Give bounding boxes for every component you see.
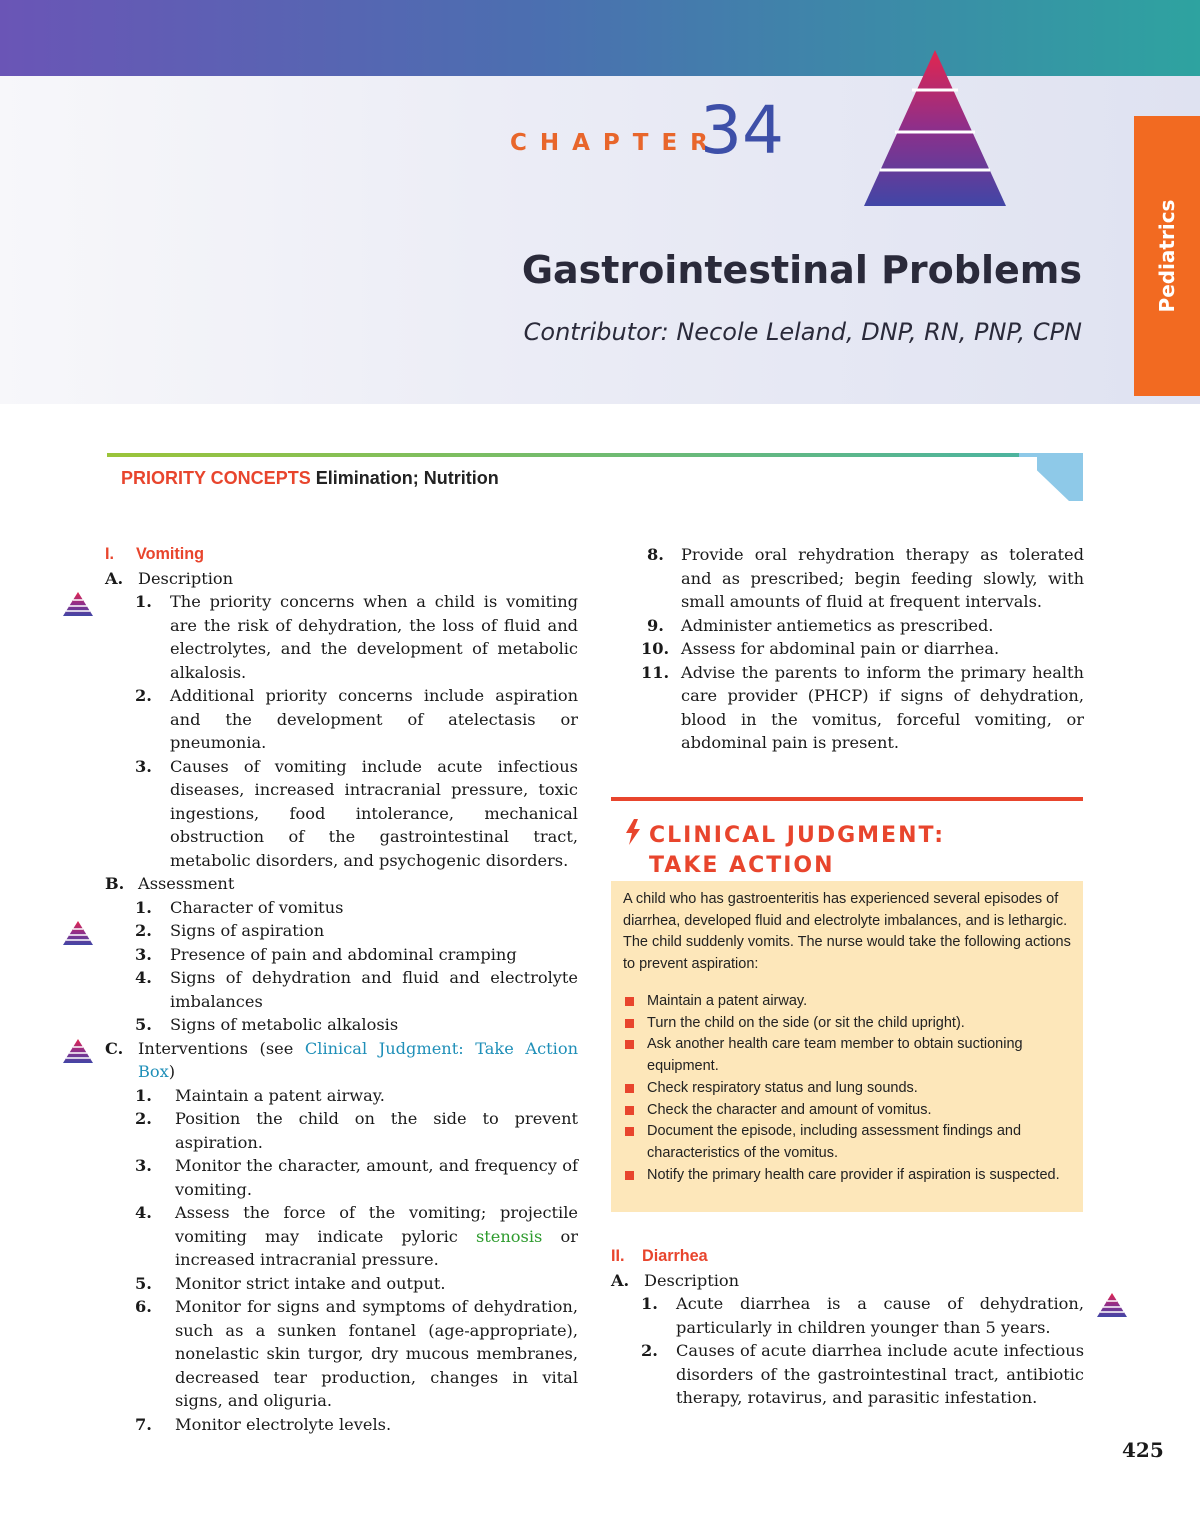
item-text-part: Assess the force of the vomiting; projectile vomiting may indicate pyloric: [175, 1203, 578, 1246]
item-text-part: or increased intracranial pressure.: [175, 1226, 578, 1269]
glossary-term-link[interactable]: stenosis: [475, 1226, 543, 1246]
section-title: Diarrhea: [642, 1247, 708, 1265]
item-number: 2.: [135, 921, 152, 940]
item-text: Acute diarrhea is a cause of dehydration, particularly in children younger than 5 years.: [676, 1294, 1084, 1337]
chapter-header-background: [0, 76, 1200, 404]
action-text: Turn the child on the side (or sit the child upright).: [647, 1014, 965, 1031]
list-item: [611, 1339, 1084, 1410]
priority-value: Elimination; Nutrition: [315, 468, 499, 488]
list-item: [105, 1413, 578, 1437]
item-text: Causes of vomiting include acute infectious diseases, increased intracranial pressure, toxic ingestions, food intolerance, mechanical obstruction of the gastrointestinal tract, metabolic disorders, and psychogenic disorders.: [170, 756, 578, 870]
subheading-letter: B.: [105, 874, 125, 893]
item-number: 2.: [641, 1341, 658, 1360]
item-number: 3.: [135, 1156, 152, 1175]
list-item: [105, 590, 578, 684]
list-item: [105, 896, 578, 920]
item-text: Signs of aspiration: [170, 921, 325, 940]
item-text: Presence of pain and abdominal cramping: [170, 944, 517, 964]
list-item: [611, 614, 1084, 638]
item-number: 8.: [647, 545, 664, 564]
list-item: [105, 1272, 578, 1296]
item-number: 7.: [135, 1414, 152, 1434]
item-text: Additional priority concerns include aspiration and the development of atelectasis or pneumonia.: [170, 686, 578, 752]
square-bullet-icon: [625, 997, 634, 1006]
item-text: Administer antiemetics as prescribed.: [681, 615, 994, 635]
item-text: Monitor strict intake and output.: [175, 1273, 446, 1293]
box-intro: A child who has gastroenteritis has experienced several episodes of diarrhea, developed fluid and electrolyte imbalances, and is lethargic. The child suddenly vomits. The nurse would take the following actions to prevent aspiration:: [623, 891, 1071, 973]
item-number: 2.: [135, 686, 152, 705]
priority-text: [121, 468, 499, 489]
action-item: [623, 991, 1073, 1013]
section-number: II.: [611, 1247, 625, 1265]
item-text: Maintain a patent airway.: [175, 1085, 385, 1105]
item-number: 5.: [135, 1273, 152, 1293]
item-text: Causes of acute diarrhea include acute infectious disorders of the gastrointestinal tract, antibiotic therapy, rotavirus, and parasitic infestation.: [676, 1341, 1084, 1407]
square-bullet-icon: [625, 1106, 634, 1115]
list-item: [105, 943, 578, 967]
item-number: 2.: [135, 1109, 152, 1128]
item-text: Advise the parents to inform the primary health care provider (PHCP) if signs of dehydration, blood in the vomitus, forceful vomiting, or abdominal pain is present.: [681, 662, 1084, 752]
list-item: [105, 1154, 578, 1201]
box-title: CLINICAL JUDGMENT: TAKE ACTION: [649, 823, 946, 878]
action-item: [623, 1100, 1073, 1122]
box-body: [611, 881, 1083, 1212]
action-item: [623, 1013, 1073, 1035]
item-text: Signs of dehydration and fluid and electrolyte imbalances: [170, 968, 578, 1011]
list-item: [611, 1292, 1084, 1339]
action-text: Check the character and amount of vomitus.: [647, 1101, 932, 1118]
item-number: 11.: [641, 662, 670, 682]
square-bullet-icon: [625, 1084, 634, 1093]
square-bullet-icon: [625, 1019, 634, 1028]
clinical-judgment-box: [611, 797, 1083, 1212]
square-bullet-icon: [625, 1171, 634, 1180]
subheading-interventions: [105, 1037, 578, 1084]
banner-fold-icon: [1023, 457, 1083, 501]
action-text: Check respiratory status and lung sounds.: [647, 1079, 918, 1096]
action-text: Notify the primary health care provider if aspiration is suspected.: [647, 1166, 1060, 1183]
interventions-title-close: ): [168, 1062, 176, 1081]
subheading-title: Assessment: [138, 874, 235, 893]
item-number: 1.: [135, 897, 152, 917]
priority-label: PRIORITY CONCEPTS: [121, 468, 311, 488]
priority-pyramid-icon: [1096, 1292, 1128, 1318]
subheading-title: Description: [644, 1270, 740, 1290]
item-number: 5.: [135, 1015, 152, 1034]
action-item: [623, 1121, 1073, 1164]
priority-pyramid-icon: [62, 1038, 94, 1064]
list-item: [105, 919, 578, 943]
square-bullet-icon: [625, 1040, 634, 1049]
action-text: Maintain a patent airway.: [647, 993, 808, 1009]
list-item: [105, 684, 578, 755]
page-number: 425: [1122, 1438, 1164, 1462]
action-text: Ask another health care team member to obtain suctioning equipment.: [647, 1036, 1023, 1075]
page-title: Gastrointestinal Problems: [521, 248, 1082, 292]
list-item: [105, 1295, 578, 1413]
right-column: [611, 543, 1084, 755]
item-text: Character of vomitus: [170, 897, 344, 917]
item-text: Provide oral rehydration therapy as tolerated and as prescribed; begin feeding slowly, with small amounts of fluid at frequent intervals.: [681, 545, 1084, 611]
list-item: [105, 755, 578, 873]
item-text: Assess for abdominal pain or diarrhea.: [681, 639, 1000, 658]
chapter-pyramid-icon: [862, 48, 1008, 208]
item-number: 9.: [647, 615, 664, 635]
subheading-description: [611, 1269, 1084, 1293]
list-item: [611, 661, 1084, 755]
item-number: 4.: [135, 1203, 152, 1222]
subheading-letter: A.: [611, 1270, 630, 1290]
item-text: Monitor the character, amount, and frequency of vomiting.: [175, 1156, 578, 1199]
item-number: 1.: [135, 1085, 152, 1105]
left-column: [105, 543, 578, 1436]
section-heading-vomiting: [105, 543, 578, 567]
list-item: [105, 1013, 578, 1037]
subheading-letter: C.: [105, 1038, 124, 1058]
item-number: 3.: [135, 756, 152, 776]
action-text: Document the episode, including assessment findings and characteristics of the vomitus.: [647, 1123, 1022, 1161]
chapter-label: CHAPTER: [510, 130, 721, 156]
diarrhea-section: [611, 1245, 1084, 1410]
side-tab-label: Pediatrics: [1155, 199, 1179, 313]
clinical-judgment-box-link[interactable]: Clinical Judgment: Take Action Box: [138, 1038, 578, 1081]
priority-pyramid-icon: [62, 920, 94, 946]
subheading-title: Description: [138, 568, 234, 588]
list-item: [105, 1201, 578, 1272]
item-text: Signs of metabolic alkalosis: [170, 1015, 399, 1034]
item-number: 6.: [135, 1297, 152, 1316]
item-text: The priority concerns when a child is vomiting are the risk of dehydration, the loss of fluid and electrolytes, and the development of metabolic alkalosis.: [170, 592, 578, 682]
interventions-title-text: Interventions (see: [138, 1038, 305, 1058]
section-heading-diarrhea: [611, 1245, 1084, 1269]
list-item: [611, 543, 1084, 614]
contributor-line: Contributor: Necole Leland, DNP, RN, PNP, CPN: [523, 318, 1082, 346]
action-list: [623, 991, 1073, 1186]
lightning-bolt-icon: [623, 819, 643, 845]
chapter-number: 34: [700, 92, 784, 169]
item-text: Monitor for signs and symptoms of dehydration, such as a sunken fontanel (age-appropriate), nonelastic skin turgor, dry mucous membranes, decreased tear production, changes in vital signs, and oliguria.: [175, 1297, 578, 1410]
subheading-letter: A.: [105, 568, 124, 588]
list-item: [105, 966, 578, 1013]
list-item: [611, 637, 1084, 661]
subheading-description: [105, 567, 578, 591]
square-bullet-icon: [625, 1127, 634, 1136]
section-number: I.: [105, 545, 114, 563]
item-number: 4.: [135, 968, 152, 987]
item-number: 1.: [641, 1294, 658, 1313]
list-item: [105, 1107, 578, 1154]
item-number: 3.: [135, 944, 152, 964]
top-gradient-bar: [0, 0, 1200, 76]
box-header: [611, 801, 1083, 881]
list-item: [105, 1084, 578, 1108]
priority-concepts-banner: [107, 453, 1083, 501]
action-item: [623, 1165, 1073, 1187]
subheading-assessment: [105, 872, 578, 896]
section-title: Vomiting: [136, 545, 205, 563]
item-number: 10.: [641, 639, 670, 658]
action-item: [623, 1078, 1073, 1100]
item-number: 1.: [135, 592, 152, 611]
action-item: [623, 1034, 1073, 1077]
subheading-title: [138, 1037, 578, 1084]
priority-pyramid-icon: [62, 591, 94, 617]
item-text: [175, 1201, 578, 1272]
item-text: Position the child on the side to prevent aspiration.: [175, 1109, 578, 1152]
item-text: Monitor electrolyte levels.: [175, 1414, 392, 1434]
section-side-tab: [1134, 116, 1200, 396]
